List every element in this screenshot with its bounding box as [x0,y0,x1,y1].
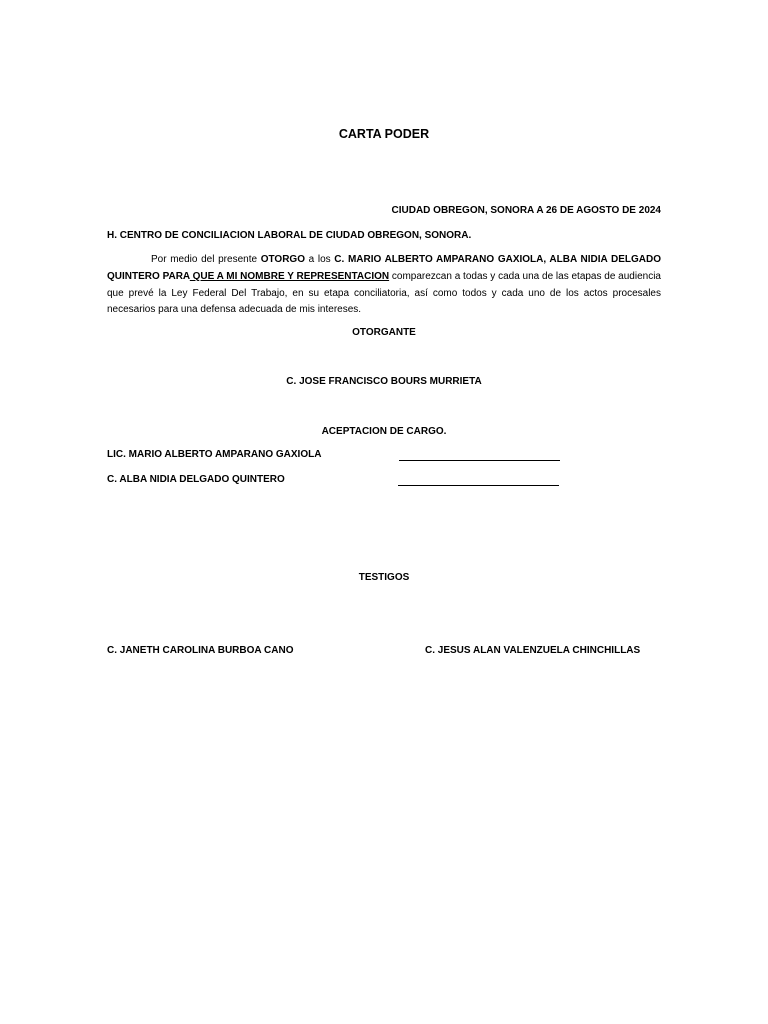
apoderado-name: LIC. MARIO ALBERTO AMPARANO GAXIOLA [107,449,322,460]
testigos-heading: TESTIGOS [358,572,410,583]
body-paragraph [107,252,661,319]
body-text-apoderados: C. MARIO ALBERTO AMPARANO GAXIOLA, ALBA NIDIA DELGADO QUINTERO [107,254,662,282]
body-text-intro: Por medio del presente [151,254,261,265]
otorgante-heading: OTORGANTE [352,327,416,338]
signature-row-apoderado-1 [107,449,661,463]
body-text-rest: comparezcan a todas y cada una de las etapas de audiencia que prevé la Ley Federal Del Trabajo, en su etapa conciliatoria, así como todos y cada uno de los actos procesales necesarios para una defensa adecuada de mis intereses. [107,270,661,316]
signature-line [399,460,560,461]
date-line: CIUDAD OBREGON, SONORA A 26 DE AGOSTO DE 2024 [391,205,661,216]
body-text-a-los: a los [304,254,335,265]
testigo-name-2: C. JESUS ALAN VALENZUELA CHINCHILLAS [425,645,641,656]
signature-line [398,485,559,486]
aceptacion-heading: ACEPTACION DE CARGO. [321,426,447,437]
apoderado-name: C. ALBA NIDIA DELGADO QUINTERO [107,474,285,485]
testigo-name-1: C. JANETH CAROLINA BURBOA CANO [107,645,294,656]
body-text-para: PARA [159,270,190,282]
body-text-otorgo: OTORGO [260,254,305,265]
signature-row-apoderado-2 [107,474,661,488]
otorgante-name: C. JOSE FRANCISCO BOURS MURRIETA [286,376,482,387]
body-text-representacion: QUE A MI NOMBRE Y REPRESENTACION [189,270,390,282]
addressee: H. CENTRO DE CONCILIACION LABORAL DE CIUDAD OBREGON, SONORA. [107,230,472,241]
document-title: CARTA PODER [338,127,430,141]
